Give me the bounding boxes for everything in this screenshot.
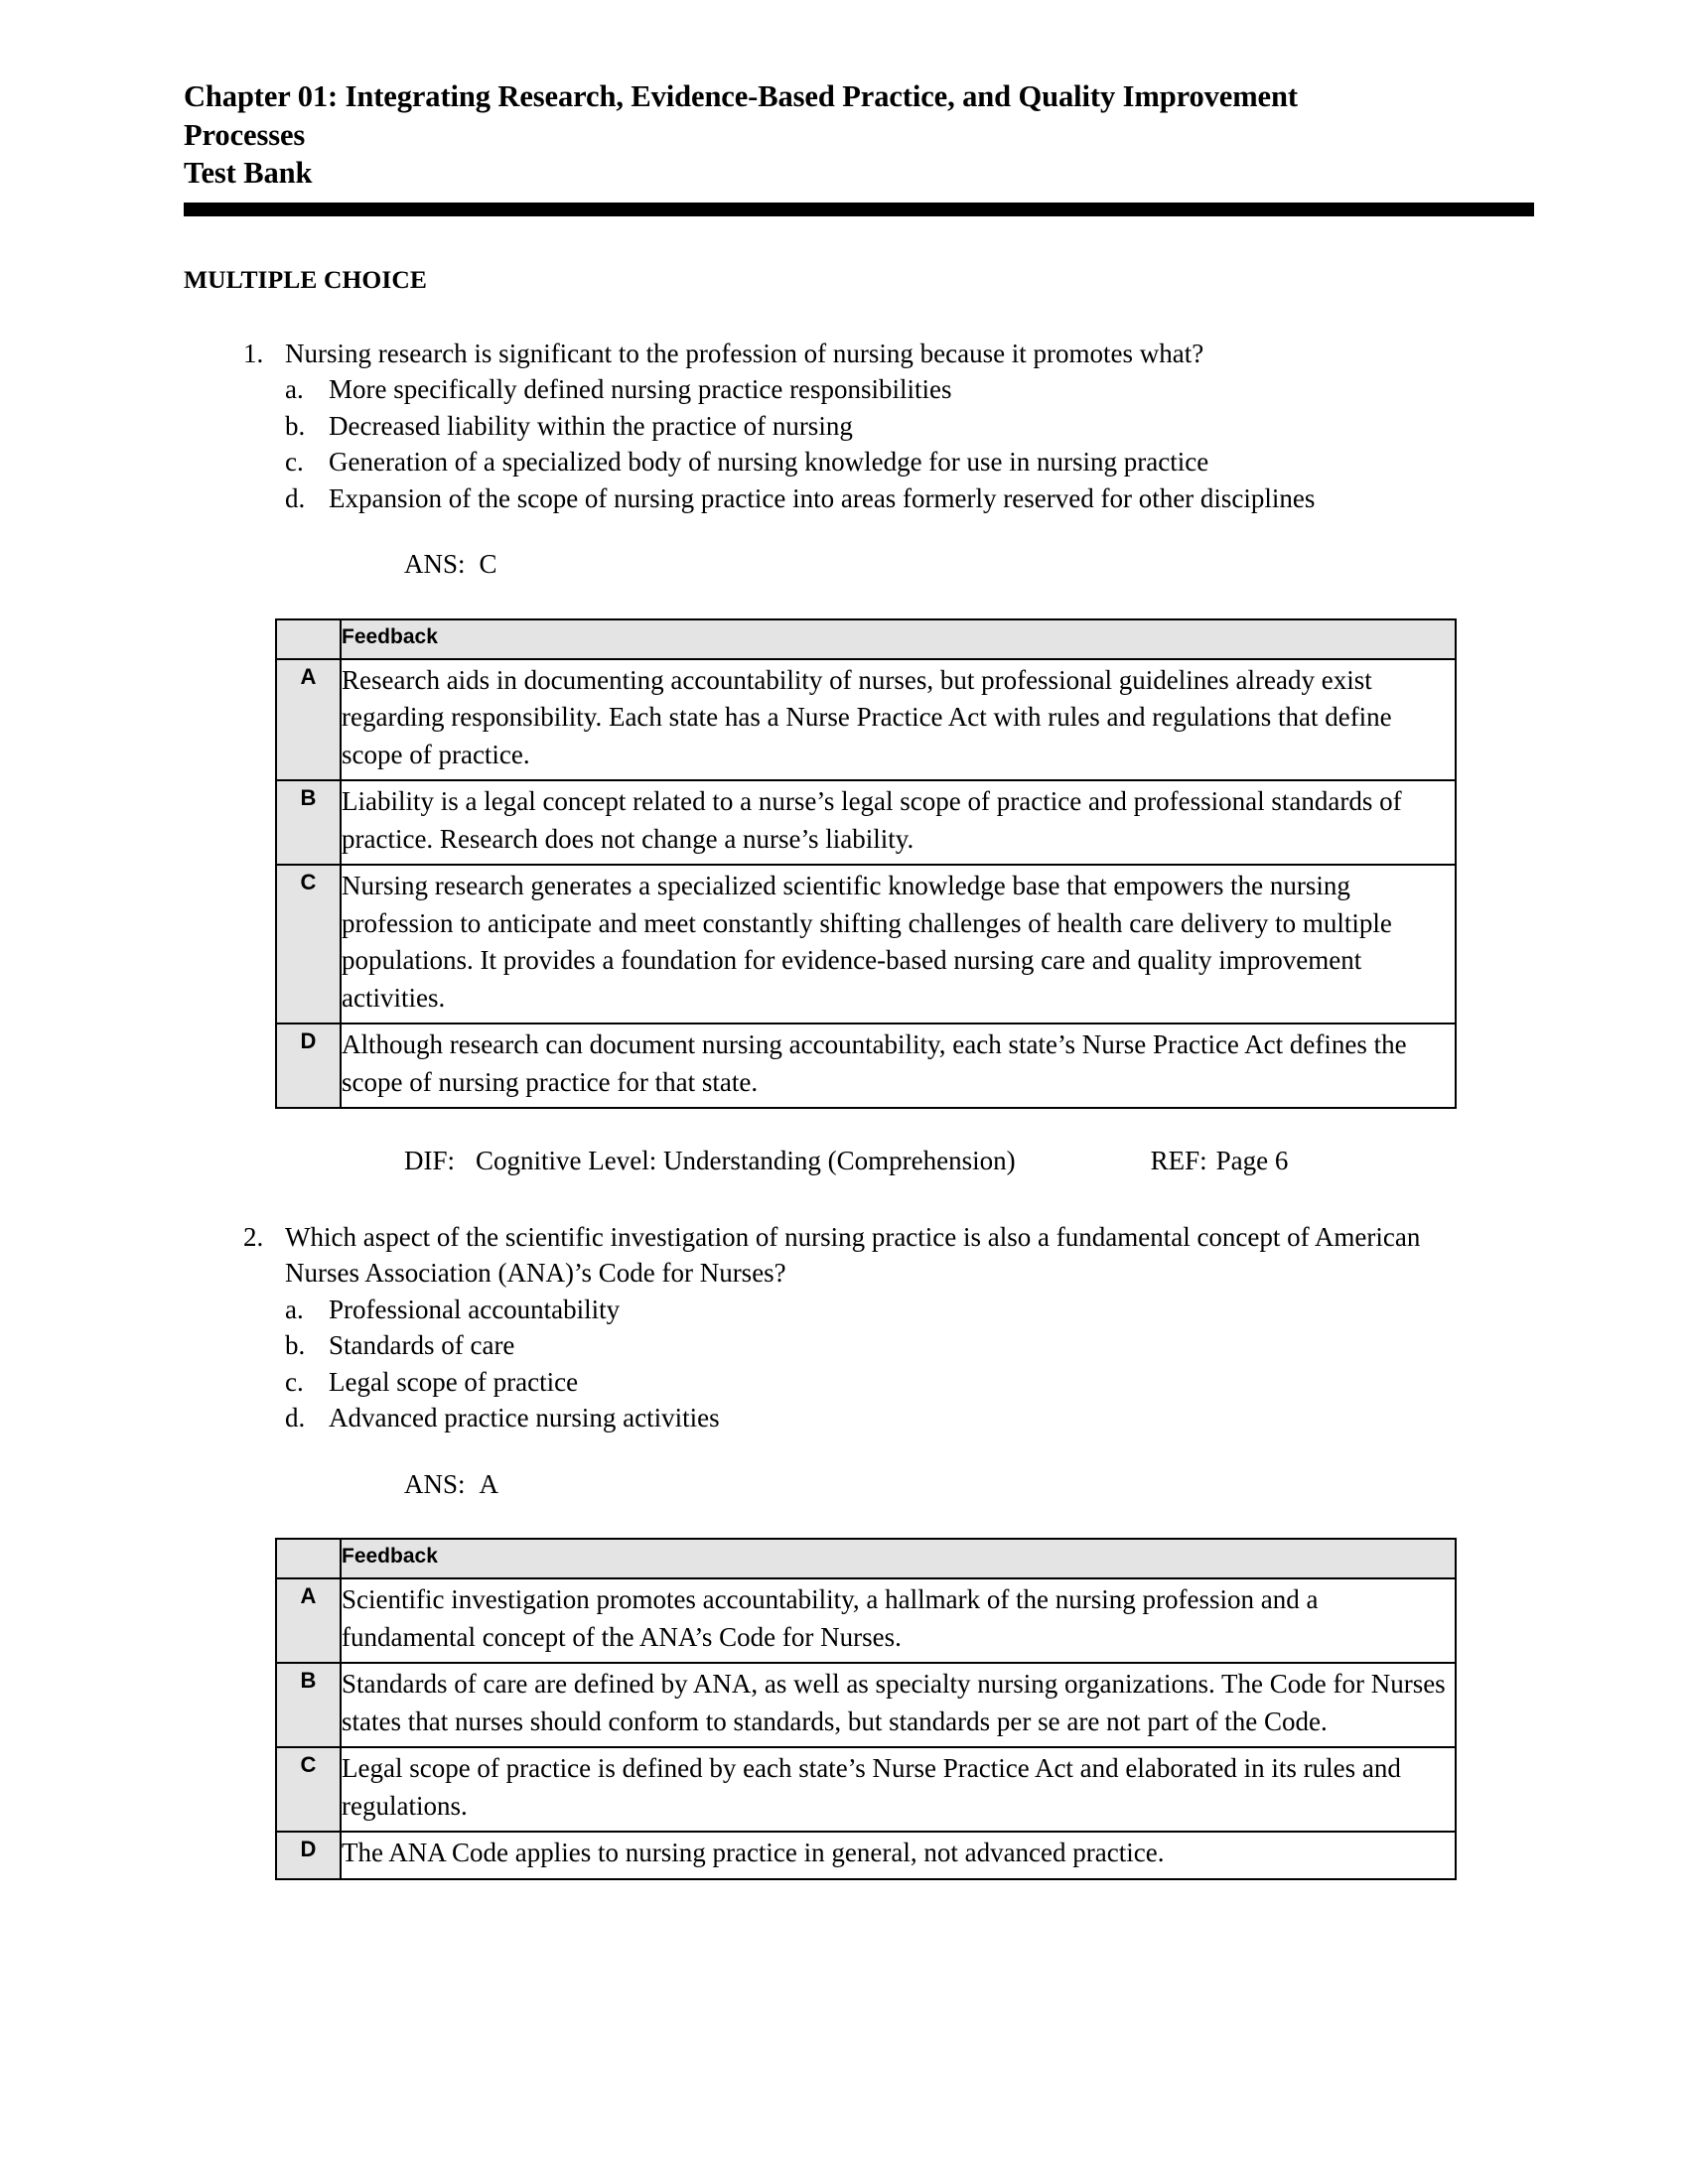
- table-row: [276, 1578, 1456, 1663]
- option-item[interactable]: [184, 408, 1534, 445]
- option-marker: b.: [285, 410, 306, 441]
- feedback-option-label: C: [276, 1747, 341, 1832]
- question-block: [184, 1219, 1534, 1880]
- table-row: [276, 659, 1456, 781]
- feedback-table: [275, 1538, 1457, 1880]
- option-item[interactable]: [184, 371, 1534, 408]
- feedback-option-label: A: [276, 659, 341, 781]
- question-number: 2.: [243, 1221, 264, 1252]
- answer-value: A: [479, 1468, 499, 1499]
- option-marker: c.: [285, 1366, 304, 1397]
- feedback-table-header-row: [276, 619, 1456, 659]
- option-item[interactable]: [184, 1400, 1534, 1436]
- feedback-option-label: B: [276, 1663, 341, 1747]
- option-text: Generation of a specialized body of nursing knowledge for use in nursing practice: [329, 447, 1209, 477]
- feedback-option-label: A: [276, 1578, 341, 1663]
- feedback-header-blank-cell: [276, 1539, 341, 1578]
- feedback-option-text: The ANA Code applies to nursing practice in general, not advanced practice.: [341, 1832, 1456, 1879]
- table-row: [276, 865, 1456, 1024]
- feedback-option-label: C: [276, 865, 341, 1024]
- option-text: Decreased liability within the practice of nursing: [329, 410, 853, 441]
- option-item[interactable]: [184, 1327, 1534, 1364]
- header-divider-rule: [184, 203, 1534, 216]
- option-text: Expansion of the scope of nursing practice into areas formerly reserved for other disciplines: [329, 482, 1316, 513]
- answer-label: ANS:: [404, 1468, 466, 1499]
- option-marker: a.: [285, 1294, 304, 1324]
- feedback-option-label: D: [276, 1024, 341, 1108]
- difficulty-value: Cognitive Level: Understanding (Comprehension): [476, 1146, 1016, 1175]
- table-row: [276, 1024, 1456, 1108]
- option-text: Professional accountability: [329, 1294, 621, 1324]
- option-marker: d.: [285, 1403, 306, 1433]
- answer-label: ANS:: [404, 549, 466, 579]
- option-item[interactable]: [184, 480, 1534, 517]
- answer-line: [404, 546, 1534, 583]
- reference-label: REF:: [1150, 1146, 1207, 1175]
- feedback-option-text: Scientific investigation promotes accountability, a hallmark of the nursing profession and a fundamental concept of the ANA’s Code for Nurses.: [341, 1578, 1456, 1663]
- document-header: [184, 77, 1534, 193]
- table-row: [276, 1663, 1456, 1747]
- option-marker: a.: [285, 374, 304, 404]
- answer-value: C: [479, 549, 497, 579]
- question-stem-row: [184, 1219, 1534, 1292]
- option-list: [184, 1292, 1534, 1436]
- feedback-column-header: Feedback: [341, 1539, 1456, 1578]
- table-row: [276, 780, 1456, 865]
- feedback-option-text: Standards of care are defined by ANA, as well as specialty nursing organizations. The Code for Nurses states that nurses should conform to standards, but standards per se are not part of the Code.: [341, 1663, 1456, 1747]
- feedback-option-text: Liability is a legal concept related to a nurse’s legal scope of practice and professional standards of practice. Research does not change a nurse’s liability.: [341, 780, 1456, 865]
- feedback-table-header-row: [276, 1539, 1456, 1578]
- chapter-title-line-2: Processes: [184, 117, 306, 152]
- option-marker: d.: [285, 482, 306, 513]
- document-subtitle: Test Bank: [184, 156, 313, 190]
- option-item[interactable]: [184, 444, 1534, 480]
- option-item[interactable]: [184, 1364, 1534, 1401]
- difficulty-label: DIF:: [404, 1146, 456, 1175]
- question-block: [184, 336, 1534, 1179]
- option-text: More specifically defined nursing practice responsibilities: [329, 374, 952, 404]
- feedback-column-header: Feedback: [341, 619, 1456, 659]
- question-number: 1.: [243, 338, 264, 368]
- feedback-option-text: Although research can document nursing accountability, each state’s Nurse Practice Act defines the scope of nursing practice for that state.: [341, 1024, 1456, 1108]
- option-text: Advanced practice nursing activities: [329, 1403, 720, 1433]
- option-text: Standards of care: [329, 1330, 515, 1360]
- feedback-option-text: Research aids in documenting accountability of nurses, but professional guidelines already exist regarding responsibility. Each state has a Nurse Practice Act with rules and regulations that define scope of practice.: [341, 659, 1456, 781]
- feedback-option-label: B: [276, 780, 341, 865]
- option-marker: c.: [285, 447, 304, 477]
- option-item[interactable]: [184, 1292, 1534, 1328]
- feedback-table: [275, 618, 1457, 1110]
- feedback-option-label: D: [276, 1832, 341, 1879]
- feedback-option-text: Legal scope of practice is defined by each state’s Nurse Practice Act and elaborated in its rules and regulations.: [341, 1747, 1456, 1832]
- option-list: [184, 371, 1534, 516]
- reference-value: Page 6: [1215, 1146, 1289, 1175]
- chapter-title-line-1: Chapter 01: Integrating Research, Evidence-Based Practice, and Quality Improvement: [184, 79, 1298, 113]
- question-stem: Which aspect of the scientific investigation of nursing practice is also a fundamental concept of American Nurses Association (ANA)’s Code for Nurses?: [285, 1221, 1421, 1288]
- feedback-header-blank-cell: [276, 619, 341, 659]
- question-stem-row: [184, 336, 1534, 372]
- option-marker: b.: [285, 1330, 306, 1360]
- feedback-option-text: Nursing research generates a specialized scientific knowledge base that empowers the nursing profession to anticipate and meet constantly shifting challenges of health care delivery to multiple populations. It provides a foundation for evidence-based nursing care and quality improvement activities.: [341, 865, 1456, 1024]
- answer-line: [404, 1466, 1534, 1503]
- question-stem: Nursing research is significant to the profession of nursing because it promotes what?: [285, 338, 1204, 368]
- table-row: [276, 1747, 1456, 1832]
- option-text: Legal scope of practice: [329, 1366, 579, 1397]
- question-metadata-line: [404, 1143, 1534, 1179]
- table-row: [276, 1832, 1456, 1879]
- section-heading: MULTIPLE CHOICE: [184, 264, 427, 294]
